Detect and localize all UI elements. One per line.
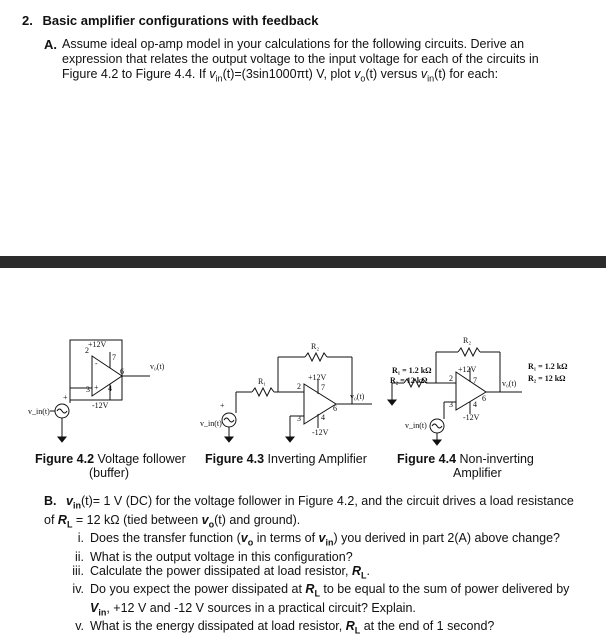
fig43-src-plus: + <box>220 401 225 410</box>
item-sub: L <box>314 588 320 599</box>
fig44-opamp <box>456 372 486 410</box>
item-sub: L <box>354 625 361 636</box>
item-var: R <box>351 563 361 578</box>
fig43-caption-title: Inverting Amplifier <box>267 452 367 466</box>
fig42-pin4: 4 <box>108 384 112 393</box>
list-item <box>52 531 584 550</box>
fig44-supply-neg: -12V <box>463 413 480 422</box>
part-b-label: B. <box>44 494 57 508</box>
fig42-caption-label: Figure 4.2 <box>35 452 95 466</box>
item-sub: in <box>325 537 334 548</box>
fig44-pin4: 4 <box>473 400 477 409</box>
item-number: ii. <box>74 549 84 564</box>
fig44-vout: v₀(t) <box>502 379 517 388</box>
fig42-supply-pos: +12V <box>88 340 107 349</box>
fig43-r1-label: R₁ <box>258 377 267 386</box>
list-item <box>52 550 584 564</box>
list-item <box>52 564 584 583</box>
fig42-minus: - <box>95 359 98 368</box>
fig44-circuit <box>388 348 522 445</box>
section-number: 2. <box>22 13 33 28</box>
item-sub: L <box>360 570 367 580</box>
fig42-caption-title: Voltage follower <box>97 452 186 466</box>
fig44-r2-label: R₂ <box>463 336 472 345</box>
item-var: R <box>305 582 315 596</box>
fig42-pin7: 7 <box>112 353 116 362</box>
fig44-caption-subtitle: Amplifier <box>453 466 502 480</box>
fig42-caption <box>35 452 186 480</box>
fig43-pin7: 7 <box>321 383 325 392</box>
fig43-ground-icon <box>286 437 294 442</box>
fig43-opamp <box>304 384 336 424</box>
fig44-supply-pos: +12V <box>458 365 477 374</box>
fig44-pin6: 6 <box>482 394 486 403</box>
fig42-caption-subtitle: (buffer) <box>89 466 130 480</box>
fig42-pin3: 3 <box>86 385 90 394</box>
circuit-diagrams <box>0 300 606 460</box>
item-text: in terms of <box>253 531 319 545</box>
fig43-supply-neg: -12V <box>312 428 329 437</box>
fig44-pin3: 3 <box>449 400 453 409</box>
fig43-pin6: 6 <box>333 404 337 413</box>
part-b-vo: v <box>201 512 209 527</box>
fig44-overlap-r2: R₂ = 12 kΩ <box>390 376 428 385</box>
fig44-r2-resistor <box>458 348 480 356</box>
fig42-plus: + <box>94 383 99 392</box>
item-number: i. <box>77 531 84 545</box>
part-b-rl: R <box>57 512 67 527</box>
item-text: at the end of 1 second? <box>360 619 495 633</box>
vin-symbol: v <box>209 67 216 81</box>
fig43-r2-label: R₂ <box>311 342 320 351</box>
part-b-list <box>52 531 584 638</box>
fig43-pin2: 2 <box>297 382 301 391</box>
fig44-r2-value: R₂ = 12 kΩ <box>528 374 566 383</box>
vin2-sub: in <box>427 73 435 84</box>
item-var: v <box>318 531 326 545</box>
fig44-pin2: 2 <box>449 374 453 383</box>
fig43-pin4: 4 <box>321 413 325 422</box>
part-a-p3: (t) versus <box>365 67 421 81</box>
fig43-caption-label: Figure 4.3 <box>205 452 265 466</box>
list-item <box>52 619 584 638</box>
item-number: iv. <box>72 582 84 596</box>
part-a-label: A. <box>44 37 57 52</box>
fig43-vout: v₀(t) <box>350 392 365 401</box>
fig44-caption-label: Figure 4.4 <box>397 452 457 466</box>
item-text: , +12 V and -12 V sources in a practical circuit? Explain. <box>106 600 416 615</box>
fig43-vin: v_in(t) <box>200 419 222 428</box>
part-a-text <box>62 37 562 87</box>
page-divider <box>0 256 606 268</box>
part-b-rl-sub: L <box>66 519 73 529</box>
fig42-src-plus: + <box>63 393 68 402</box>
item-sub: o <box>247 537 254 548</box>
fig43-pin3: 3 <box>297 414 301 423</box>
fig43-caption <box>205 452 367 466</box>
item-number: iii. <box>72 563 84 578</box>
fig42-vin: v_in(t) <box>28 407 50 416</box>
fig42-pin6: 6 <box>120 367 124 376</box>
fig42-ground-icon <box>58 437 66 442</box>
fig44-vin: v_in(t) <box>405 421 427 430</box>
fig44-overlap-r1: R₁ = 1.2 kΩ <box>392 366 432 375</box>
part-b-intro <box>44 494 584 531</box>
item-text: . <box>366 563 370 578</box>
section-title-text: Basic amplifier configurations with feedback <box>42 13 319 28</box>
fig43-r1-resistor <box>252 388 274 396</box>
part-b-vin-sub: in <box>72 500 81 511</box>
item-var: V <box>90 600 99 615</box>
part-b-intro-1: (t)= 1 V (DC) for the voltage follower in Figure 4.2, and the circuit drives a load resistance of <box>44 494 574 527</box>
fig42-supply-neg: -12V <box>92 401 109 410</box>
part-a-p1: Assume ideal op-amp model in your calculations for the following circuits. Derive an expression that relates the output voltage to the input voltage for each of the circuits in Figure 4.2 to Figure 4.4. If <box>62 37 539 81</box>
part-b-intro-3: (t) and ground). <box>214 512 301 527</box>
item-text: Do you expect the power dissipated at <box>90 582 306 596</box>
fig44-ground-icon <box>388 400 396 405</box>
item-var: R <box>345 619 355 633</box>
part-b-intro-2: = 12 kΩ (tied between <box>72 512 202 527</box>
item-text: ) you derived in part 2(A) above change? <box>333 531 561 545</box>
fig42-vout: v₀(t) <box>150 362 165 371</box>
fig44-ground2-icon <box>433 440 441 445</box>
list-item <box>52 582 584 619</box>
vin2-symbol: v <box>420 67 428 81</box>
item-text: to be equal to the sum of power delivered by <box>319 582 570 596</box>
part-b-vo-sub: o <box>208 519 215 529</box>
fig43-r2-resistor <box>305 353 327 361</box>
item-text: Calculate the power dissipated at load resistor, <box>90 563 352 578</box>
vin-sub: in <box>215 73 223 84</box>
fig44-pin7: 7 <box>473 376 477 385</box>
item-text: Does the transfer function ( <box>90 531 241 545</box>
fig43-supply-pos: +12V <box>308 373 327 382</box>
part-b-vin: v <box>65 494 73 508</box>
part-a-p2: (t)=(3sin1000πt) V, plot <box>222 67 355 81</box>
part-a-p4: (t) for each: <box>434 67 499 81</box>
fig44-r1-value: R₁ = 1.2 kΩ <box>528 362 568 371</box>
item-sub: in <box>98 607 107 617</box>
section-title <box>22 13 318 28</box>
part-b <box>44 494 584 638</box>
vo-symbol: v <box>354 67 361 81</box>
fig44-caption-title: Non-inverting <box>459 452 534 466</box>
fig44-caption <box>397 452 534 480</box>
item-number: v. <box>75 619 84 633</box>
item-var: v <box>240 531 248 545</box>
item-text: What is the output voltage in this configuration? <box>90 549 353 564</box>
item-text: What is the energy dissipated at load resistor, <box>90 619 346 633</box>
vo-sub: o <box>360 73 366 84</box>
fig43-ground2-icon <box>225 437 233 442</box>
fig42-pin2: 2 <box>85 346 89 355</box>
fig42-circuit <box>50 340 150 442</box>
